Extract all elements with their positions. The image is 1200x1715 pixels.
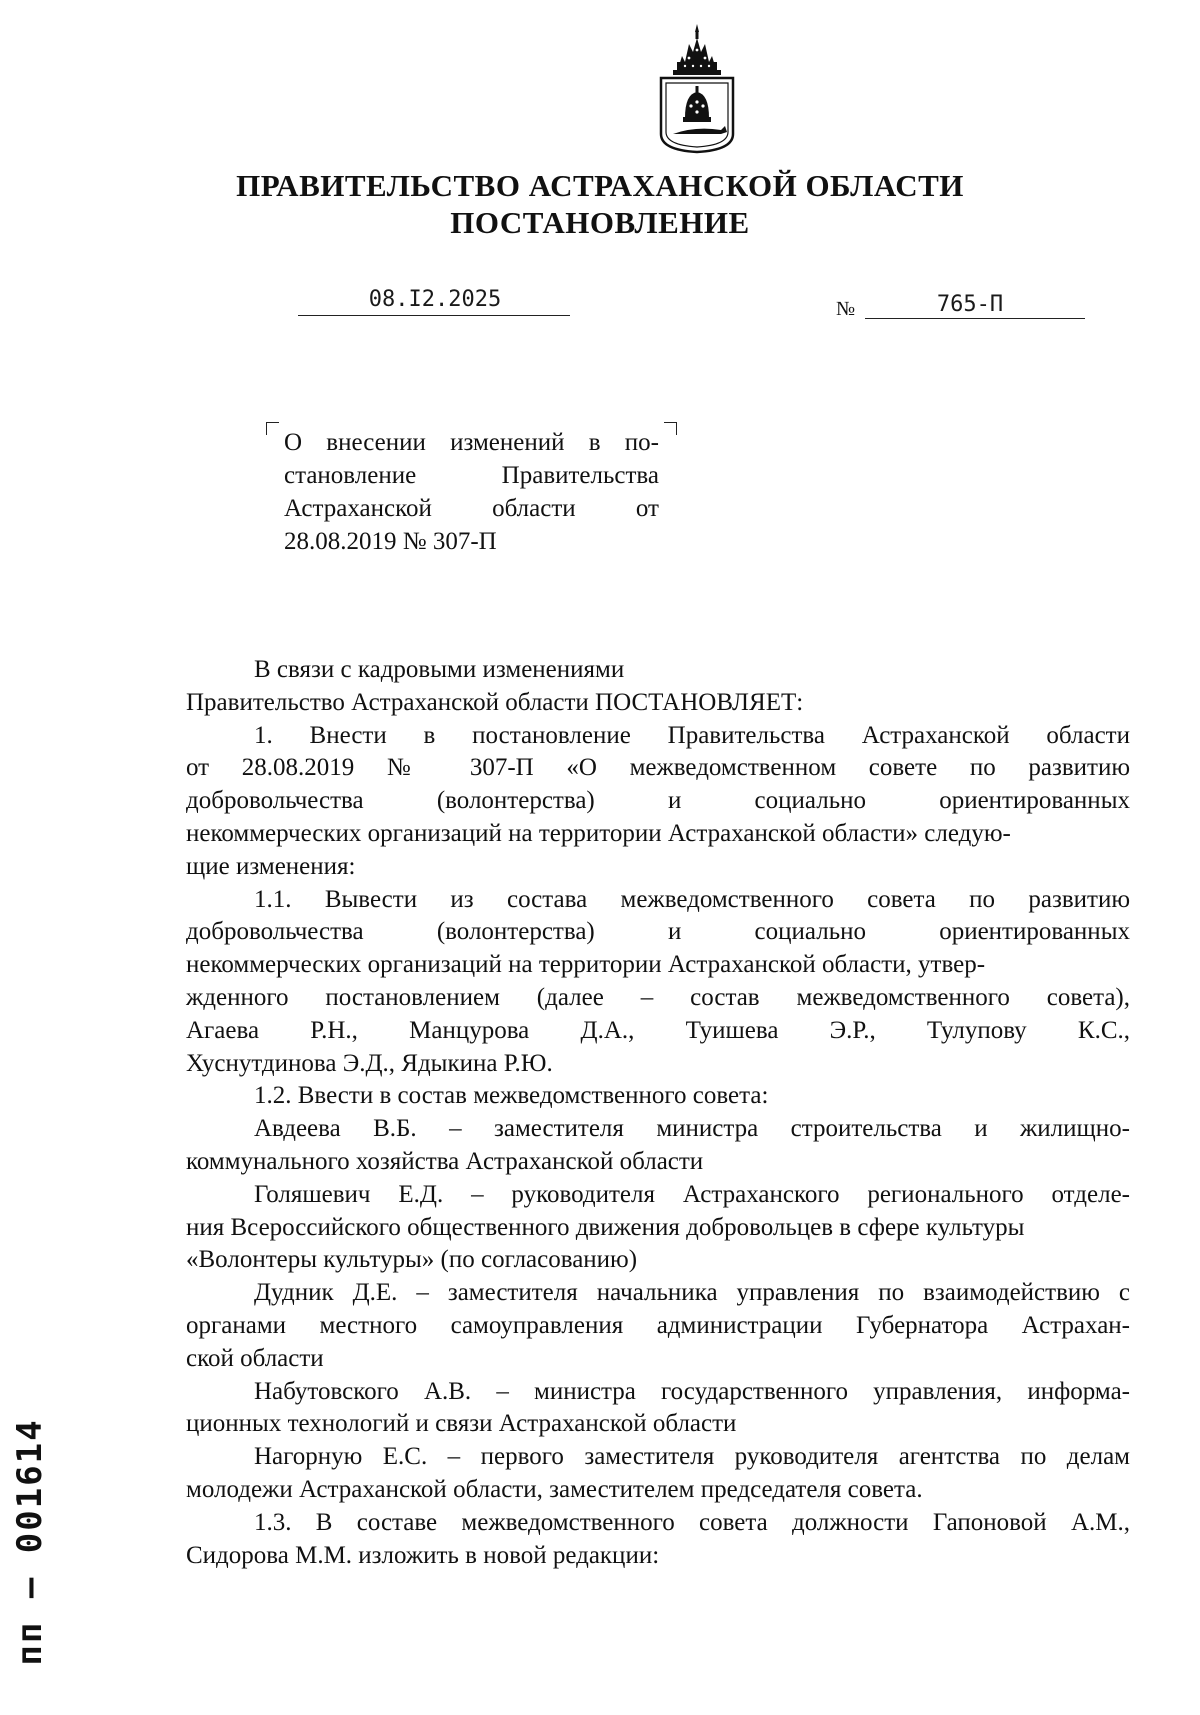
subject-bracket-right [664, 422, 677, 435]
body-line: 1.3. В составе межведомственного совета должности Гапоновой А.М., [254, 1508, 1130, 1536]
body-line: добровольчества (волонтерства) и социально ориентированных [186, 787, 1130, 815]
date-underline [298, 315, 570, 316]
subject-block [284, 426, 659, 558]
body-line: от 28.08.2019 № 307-П «О межведомственном совете по развитию [186, 754, 1130, 782]
body-line: Авдеева В.Б. – заместителя министра строительства и жилищно- [254, 1115, 1130, 1143]
body-line: коммунального хозяйства Астраханской области [186, 1147, 704, 1175]
document-date: 08.I2.2025 [368, 287, 502, 312]
body-line: Набутовского А.В. – министра государственного управления, информа- [254, 1377, 1130, 1405]
body-line: 1.1. Вывести из состава межведомственного совета по развитию [254, 885, 1130, 913]
subject-line: 28.08.2019 № 307-П [284, 528, 497, 555]
body-line: Дудник Д.Е. – заместителя начальника управления по взаимодействию с [254, 1279, 1130, 1307]
body-line: Хуснутдинова Э.Д., Ядыкина Р.Ю. [186, 1049, 553, 1077]
body-line: органами местного самоуправления администрации Губернатора Астрахан- [186, 1311, 1130, 1339]
number-sign: № [836, 298, 856, 320]
subject-line: Астраханской области от [284, 495, 659, 522]
body-line: Нагорную Е.С. – первого заместителя руководителя агентства по делам [254, 1443, 1130, 1471]
body-line: ской области [186, 1344, 324, 1372]
body-line: «Волонтеры культуры» (по согласованию) [186, 1246, 638, 1274]
body-line: некоммерческих организаций на территории Астраханской области» следую- [186, 819, 1011, 847]
body-line: ционных технологий и связи Астраханской области [186, 1410, 737, 1438]
body-line: жденного постановлением (далее – состав межведомственного совета), [186, 983, 1130, 1011]
subject-bracket-left [266, 422, 279, 435]
body-line: ния Всероссийского общественного движения добровольцев в сфере культуры [186, 1213, 1025, 1241]
organization-title: ПРАВИТЕЛЬСТВО АСТРАХАНСКОЙ ОБЛАСТИ [236, 168, 964, 203]
body-line: Сидорова М.М. изложить в новой редакции: [186, 1541, 660, 1569]
registration-stamp: пп – 001614 [10, 1418, 50, 1666]
number-underline [865, 318, 1085, 319]
body-line: Голяшевич Е.Д. – руководителя Астраханского регионального отделе- [254, 1180, 1130, 1208]
body-line: Агаева Р.Н., Манцурова Д.А., Туишева Э.Р., Тулупову К.С., [186, 1016, 1130, 1044]
body-line: некоммерческих организаций на территории Астраханской области, утвер- [186, 951, 986, 979]
body-line: Правительство Астраханской области ПОСТАНОВЛЯЕТ: [186, 688, 804, 716]
coat-of-arms-emblem [655, 22, 739, 154]
body-line: В связи с кадровыми изменениями [254, 656, 625, 683]
subject-line: О внесении изменений в по- [284, 429, 659, 456]
document-body [186, 654, 1130, 1572]
body-line: добровольчества (волонтерства) и социально ориентированных [186, 918, 1130, 946]
body-line: 1. Внести в постановление Правительства Астраханской области [254, 721, 1130, 749]
body-line: 1.2. Ввести в состав межведомственного совета: [254, 1082, 769, 1110]
document-type-title: ПОСТАНОВЛЕНИЕ [450, 205, 750, 240]
subject-line: становление Правительства [284, 462, 659, 489]
document-number: 765-П [936, 292, 1004, 317]
body-line: молодежи Астраханской области, заместителем председателя совета. [186, 1475, 923, 1503]
body-line: щие изменения: [186, 852, 356, 880]
